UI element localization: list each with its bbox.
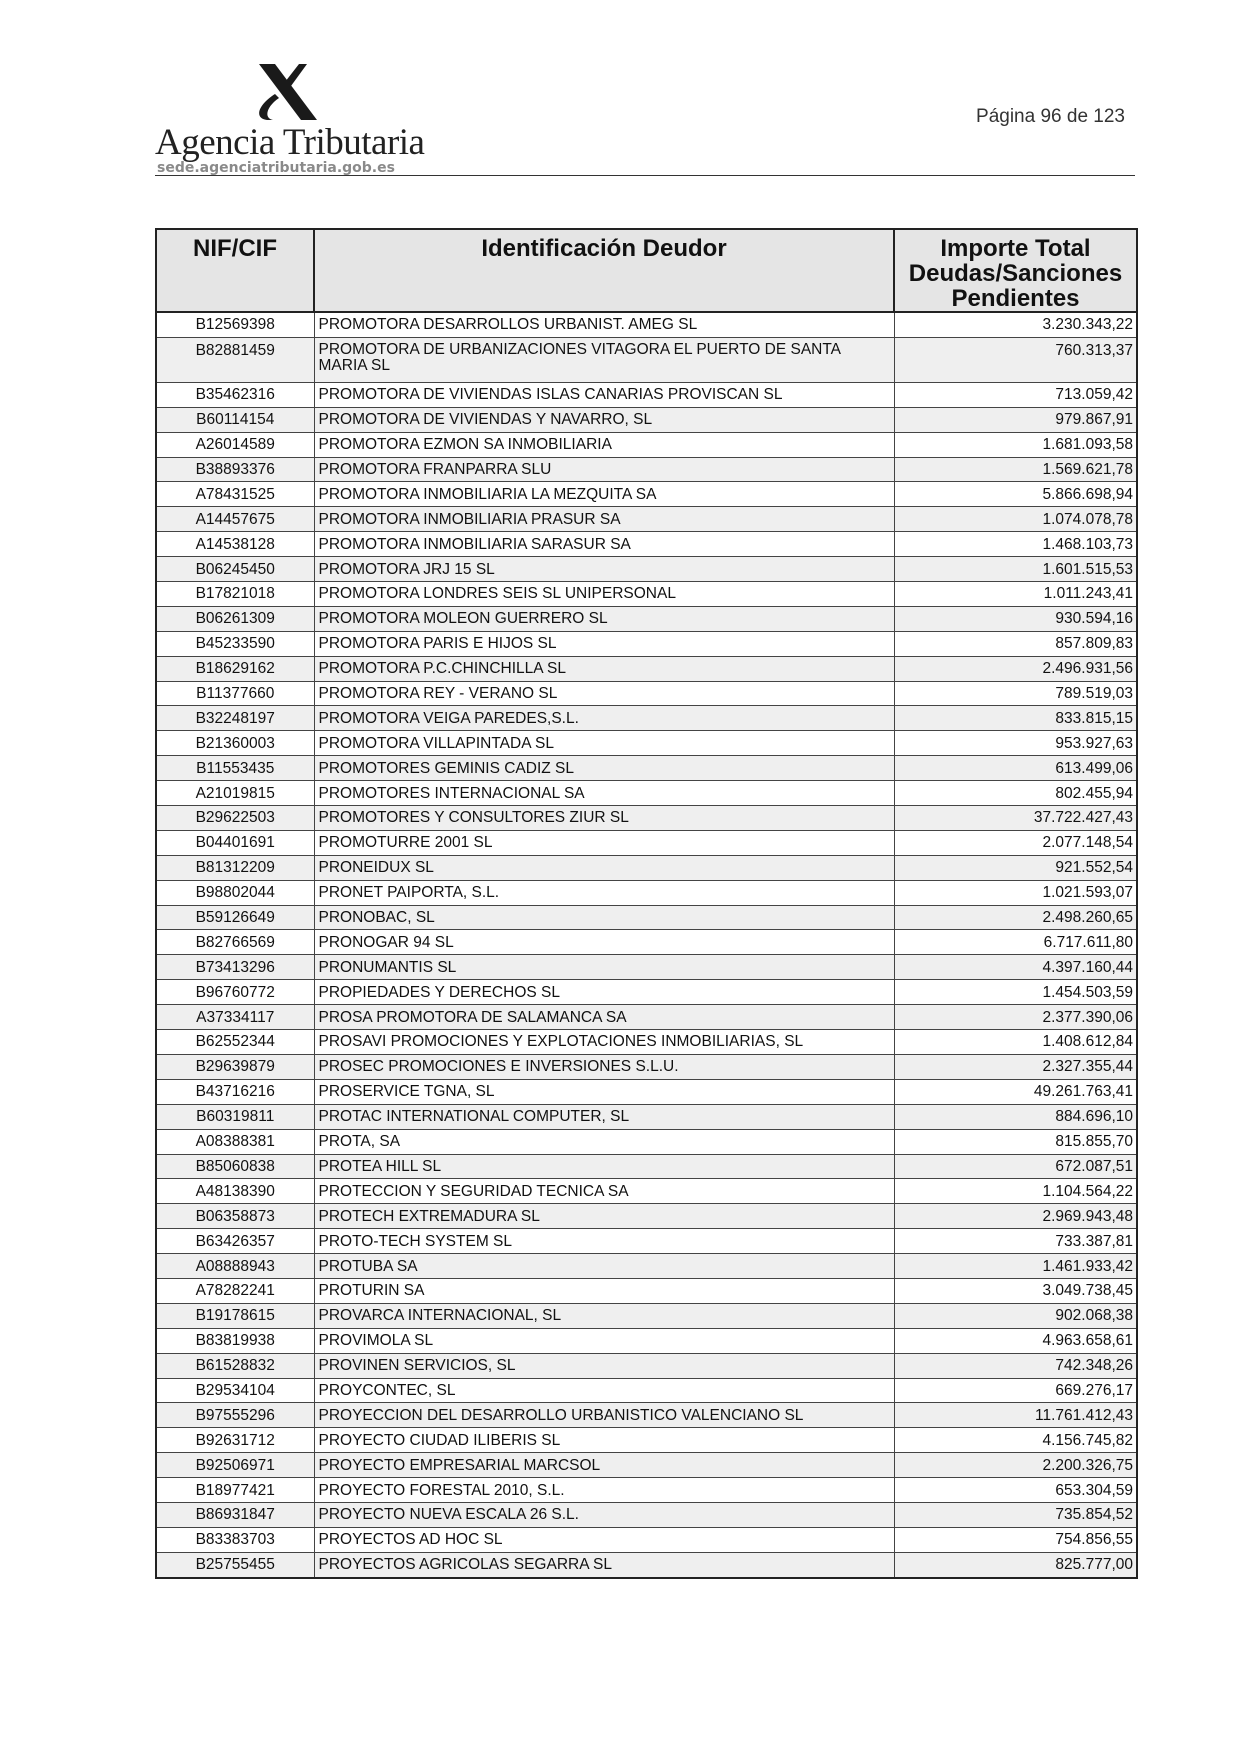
amount-cell: 884.696,10 [894, 1104, 1137, 1129]
nif-cell: B73413296 [156, 955, 314, 980]
table-row [156, 1527, 1137, 1552]
column-header-debtor: Identificación Deudor [314, 229, 894, 312]
debtor-name-cell: PROVIMOLA SL [314, 1328, 894, 1353]
debtor-name-cell: PROMOTORA DE VIVIENDAS Y NAVARRO, SL [314, 407, 894, 432]
debtor-name-cell: PROMOTORA VEIGA PAREDES,S.L. [314, 706, 894, 731]
debtor-name-cell: PROMOTORA DESARROLLOS URBANIST. AMEG SL [314, 312, 894, 337]
nif-cell: A48138390 [156, 1179, 314, 1204]
table-row [156, 1278, 1137, 1303]
table-row [156, 706, 1137, 731]
debtor-name-cell: PROTURIN SA [314, 1278, 894, 1303]
amount-cell: 2.327.355,44 [894, 1054, 1137, 1079]
amount-cell: 742.348,26 [894, 1353, 1137, 1378]
table-row [156, 1403, 1137, 1428]
nif-cell: A14457675 [156, 507, 314, 532]
nif-cell: A78282241 [156, 1278, 314, 1303]
table-row [156, 1229, 1137, 1254]
amount-cell: 1.468.103,73 [894, 532, 1137, 557]
amount-cell: 4.397.160,44 [894, 955, 1137, 980]
amount-cell: 802.455,94 [894, 781, 1137, 806]
debtor-name-cell: PROMOTORA P.C.CHINCHILLA SL [314, 656, 894, 681]
debtor-name-cell: PROYECTO FORESTAL 2010, S.L. [314, 1478, 894, 1503]
debtor-name-cell: PROMOTORA MOLEON GUERRERO SL [314, 606, 894, 631]
column-header-nif: NIF/CIF [156, 229, 314, 312]
amount-cell: 2.969.943,48 [894, 1204, 1137, 1229]
page-number: Página 96 de 123 [976, 106, 1125, 127]
nif-cell: B43716216 [156, 1079, 314, 1104]
amount-cell: 5.866.698,94 [894, 482, 1137, 507]
nif-cell: B60114154 [156, 407, 314, 432]
nif-cell: B92631712 [156, 1428, 314, 1453]
table-row [156, 557, 1137, 582]
debtor-name-cell: PROMOTORA INMOBILIARIA PRASUR SA [314, 507, 894, 532]
nif-cell: B17821018 [156, 582, 314, 607]
table-row [156, 1154, 1137, 1179]
nif-cell: A08388381 [156, 1129, 314, 1154]
nif-cell: B35462316 [156, 382, 314, 407]
debtor-name-cell: PROYECTO EMPRESARIAL MARCSOL [314, 1453, 894, 1478]
column-header-amount: Importe Total Deudas/Sanciones Pendientes [894, 229, 1137, 312]
debtor-name-cell: PROYECTO NUEVA ESCALA 26 S.L. [314, 1502, 894, 1527]
table-row [156, 1179, 1137, 1204]
debtor-name-cell: PROMOTURRE 2001 SL [314, 830, 894, 855]
table-row [156, 1428, 1137, 1453]
nif-cell: B97555296 [156, 1403, 314, 1428]
debtor-name-cell: PROMOTORA INMOBILIARIA SARASUR SA [314, 532, 894, 557]
amount-cell: 2.496.931,56 [894, 656, 1137, 681]
amount-cell: 953.927,63 [894, 731, 1137, 756]
table-row [156, 781, 1137, 806]
nif-cell: B25755455 [156, 1552, 314, 1577]
table-row [156, 1079, 1137, 1104]
table-row [156, 1303, 1137, 1328]
debtor-name-cell: PROMOTORA JRJ 15 SL [314, 557, 894, 582]
table-row [156, 1054, 1137, 1079]
amount-cell: 2.077.148,54 [894, 830, 1137, 855]
debtor-name-cell: PROVARCA INTERNACIONAL, SL [314, 1303, 894, 1328]
table-row [156, 1104, 1137, 1129]
nif-cell: B59126649 [156, 905, 314, 930]
table-row [156, 1030, 1137, 1055]
nif-cell: A21019815 [156, 781, 314, 806]
debtor-name-cell: PROTECH EXTREMADURA SL [314, 1204, 894, 1229]
table-row [156, 482, 1137, 507]
table-row [156, 1552, 1137, 1577]
amount-cell: 2.200.326,75 [894, 1453, 1137, 1478]
nif-cell: B62552344 [156, 1030, 314, 1055]
nif-cell: B83383703 [156, 1527, 314, 1552]
debtor-name-cell: PROMOTORA PARIS E HIJOS SL [314, 631, 894, 656]
amount-cell: 1.021.593,07 [894, 880, 1137, 905]
nif-cell: B19178615 [156, 1303, 314, 1328]
amount-cell: 760.313,37 [894, 337, 1137, 382]
table-row [156, 1378, 1137, 1403]
amount-cell: 733.387,81 [894, 1229, 1137, 1254]
nif-cell: B45233590 [156, 631, 314, 656]
debtor-name-cell: PROSA PROMOTORA DE SALAMANCA SA [314, 1005, 894, 1030]
logo-mark-icon [245, 62, 325, 124]
amount-cell: 930.594,16 [894, 606, 1137, 631]
debtor-name-cell: PROMOTORA INMOBILIARIA LA MEZQUITA SA [314, 482, 894, 507]
amount-cell: 1.569.621,78 [894, 457, 1137, 482]
amount-cell: 6.717.611,80 [894, 930, 1137, 955]
debtor-name-cell: PROYECCION DEL DESARROLLO URBANISTICO VALENCIANO SL [314, 1403, 894, 1428]
nif-cell: B85060838 [156, 1154, 314, 1179]
amount-cell: 1.681.093,58 [894, 432, 1137, 457]
debtor-name-cell: PROTECCION Y SEGURIDAD TECNICA SA [314, 1179, 894, 1204]
table-body [156, 312, 1137, 1578]
table-row [156, 1453, 1137, 1478]
amount-cell: 672.087,51 [894, 1154, 1137, 1179]
amount-cell: 713.059,42 [894, 382, 1137, 407]
debtor-name-cell: PRONOGAR 94 SL [314, 930, 894, 955]
debtor-name-cell: PRONEIDUX SL [314, 855, 894, 880]
debtor-name-cell: PROSEC PROMOCIONES E INVERSIONES S.L.U. [314, 1054, 894, 1079]
table-row [156, 855, 1137, 880]
amount-cell: 11.761.412,43 [894, 1403, 1137, 1428]
amount-cell: 613.499,06 [894, 756, 1137, 781]
table-row [156, 631, 1137, 656]
amount-cell: 1.461.933,42 [894, 1254, 1137, 1279]
nif-cell: B06261309 [156, 606, 314, 631]
debtor-name-cell: PROYECTOS AD HOC SL [314, 1527, 894, 1552]
table-row [156, 656, 1137, 681]
nif-cell: A37334117 [156, 1005, 314, 1030]
debtor-name-cell: PROTEA HILL SL [314, 1154, 894, 1179]
nif-cell: B18629162 [156, 656, 314, 681]
debtor-name-cell: PROTUBA SA [314, 1254, 894, 1279]
nif-cell: B04401691 [156, 830, 314, 855]
table-header-row [156, 229, 1137, 312]
nif-cell: A78431525 [156, 482, 314, 507]
table-row [156, 731, 1137, 756]
amount-cell: 49.261.763,41 [894, 1079, 1137, 1104]
debtor-name-cell: PROYECTOS AGRICOLAS SEGARRA SL [314, 1552, 894, 1577]
nif-cell: B61528832 [156, 1353, 314, 1378]
nif-cell: B38893376 [156, 457, 314, 482]
amount-cell: 857.809,83 [894, 631, 1137, 656]
amount-cell: 1.074.078,78 [894, 507, 1137, 532]
amount-cell: 1.601.515,53 [894, 557, 1137, 582]
amount-cell: 1.011.243,41 [894, 582, 1137, 607]
amount-cell: 902.068,38 [894, 1303, 1137, 1328]
debtor-name-cell: PRONUMANTIS SL [314, 955, 894, 980]
amount-cell: 735.854,52 [894, 1502, 1137, 1527]
nif-cell: B81312209 [156, 855, 314, 880]
debtor-name-cell: PROPIEDADES Y DERECHOS SL [314, 980, 894, 1005]
debtor-name-cell: PROMOTORA LONDRES SEIS SL UNIPERSONAL [314, 582, 894, 607]
amount-cell: 3.230.343,22 [894, 312, 1137, 337]
table-row [156, 830, 1137, 855]
table-row [156, 1502, 1137, 1527]
amount-cell: 833.815,15 [894, 706, 1137, 731]
nif-cell: B18977421 [156, 1478, 314, 1503]
table-row [156, 312, 1137, 337]
nif-cell: B60319811 [156, 1104, 314, 1129]
table-row [156, 930, 1137, 955]
nif-cell: B86931847 [156, 1502, 314, 1527]
nif-cell: B83819938 [156, 1328, 314, 1353]
debtor-name-cell: PROMOTORES INTERNACIONAL SA [314, 781, 894, 806]
table-row [156, 880, 1137, 905]
debtors-table [155, 228, 1138, 1579]
nif-cell: B11553435 [156, 756, 314, 781]
nif-cell: B82766569 [156, 930, 314, 955]
table-row [156, 532, 1137, 557]
amount-cell: 815.855,70 [894, 1129, 1137, 1154]
nif-cell: A08888943 [156, 1254, 314, 1279]
debtor-name-cell: PRONOBAC, SL [314, 905, 894, 930]
table-row [156, 1005, 1137, 1030]
logo-site: sede.agenciatributaria.gob.es [157, 160, 395, 176]
table-row [156, 432, 1137, 457]
amount-cell: 4.156.745,82 [894, 1428, 1137, 1453]
amount-cell: 825.777,00 [894, 1552, 1137, 1577]
nif-cell: B29639879 [156, 1054, 314, 1079]
amount-cell: 1.454.503,59 [894, 980, 1137, 1005]
debtor-name-cell: PROSAVI PROMOCIONES Y EXPLOTACIONES INMOBILIARIAS, SL [314, 1030, 894, 1055]
debtor-name-cell: PROMOTORES GEMINIS CADIZ SL [314, 756, 894, 781]
table-row [156, 1478, 1137, 1503]
page-header [155, 58, 1135, 178]
debtor-name-cell: PROYECTO CIUDAD ILIBERIS SL [314, 1428, 894, 1453]
amount-cell: 2.498.260,65 [894, 905, 1137, 930]
nif-cell: B21360003 [156, 731, 314, 756]
table-row [156, 1328, 1137, 1353]
table-row [156, 606, 1137, 631]
nif-cell: B06245450 [156, 557, 314, 582]
table-row [156, 756, 1137, 781]
amount-cell: 37.722.427,43 [894, 806, 1137, 831]
amount-cell: 3.049.738,45 [894, 1278, 1137, 1303]
nif-cell: B96760772 [156, 980, 314, 1005]
amount-cell: 669.276,17 [894, 1378, 1137, 1403]
amount-cell: 979.867,91 [894, 407, 1137, 432]
table-row [156, 980, 1137, 1005]
logo-name: Agencia Tributaria [155, 122, 425, 163]
debtor-name-cell: PROMOTORA FRANPARRA SLU [314, 457, 894, 482]
table-row [156, 337, 1137, 382]
nif-cell: B29622503 [156, 806, 314, 831]
table-row [156, 457, 1137, 482]
amount-cell: 4.963.658,61 [894, 1328, 1137, 1353]
nif-cell: A26014589 [156, 432, 314, 457]
table-row [156, 1129, 1137, 1154]
amount-cell: 789.519,03 [894, 681, 1137, 706]
nif-cell: B63426357 [156, 1229, 314, 1254]
amount-cell: 921.552,54 [894, 855, 1137, 880]
debtor-name-cell: PROMOTORA DE URBANIZACIONES VITAGORA EL PUERTO DE SANTA MARIA SL [314, 337, 894, 382]
debtor-name-cell: PRONET PAIPORTA, S.L. [314, 880, 894, 905]
nif-cell: B98802044 [156, 880, 314, 905]
nif-cell: B12569398 [156, 312, 314, 337]
debtor-name-cell: PROTAC INTERNATIONAL COMPUTER, SL [314, 1104, 894, 1129]
table-row [156, 955, 1137, 980]
header-divider [155, 175, 1135, 176]
table-row [156, 1254, 1137, 1279]
amount-cell: 2.377.390,06 [894, 1005, 1137, 1030]
table-row [156, 1353, 1137, 1378]
table-row [156, 806, 1137, 831]
table-row [156, 681, 1137, 706]
nif-cell: B32248197 [156, 706, 314, 731]
table-row [156, 407, 1137, 432]
nif-cell: B06358873 [156, 1204, 314, 1229]
debtor-name-cell: PROYCONTEC, SL [314, 1378, 894, 1403]
amount-cell: 1.408.612,84 [894, 1030, 1137, 1055]
table-row [156, 1204, 1137, 1229]
amount-cell: 653.304,59 [894, 1478, 1137, 1503]
debtor-name-cell: PROMOTORA EZMON SA INMOBILIARIA [314, 432, 894, 457]
nif-cell: B92506971 [156, 1453, 314, 1478]
table-row [156, 905, 1137, 930]
nif-cell: B82881459 [156, 337, 314, 382]
nif-cell: B29534104 [156, 1378, 314, 1403]
debtor-name-cell: PROSERVICE TGNA, SL [314, 1079, 894, 1104]
agencia-tributaria-logo [155, 58, 425, 176]
debtor-name-cell: PROTA, SA [314, 1129, 894, 1154]
table-row [156, 507, 1137, 532]
amount-cell: 754.856,55 [894, 1527, 1137, 1552]
debtor-name-cell: PROMOTORA VILLAPINTADA SL [314, 731, 894, 756]
nif-cell: B11377660 [156, 681, 314, 706]
table-row [156, 382, 1137, 407]
amount-cell: 1.104.564,22 [894, 1179, 1137, 1204]
debtor-name-cell: PROMOTORA DE VIVIENDAS ISLAS CANARIAS PROVISCAN SL [314, 382, 894, 407]
table-row [156, 582, 1137, 607]
debtor-name-cell: PROMOTORES Y CONSULTORES ZIUR SL [314, 806, 894, 831]
nif-cell: A14538128 [156, 532, 314, 557]
debtor-name-cell: PROTO-TECH SYSTEM SL [314, 1229, 894, 1254]
debtor-name-cell: PROMOTORA REY - VERANO SL [314, 681, 894, 706]
debtor-name-cell: PROVINEN SERVICIOS, SL [314, 1353, 894, 1378]
